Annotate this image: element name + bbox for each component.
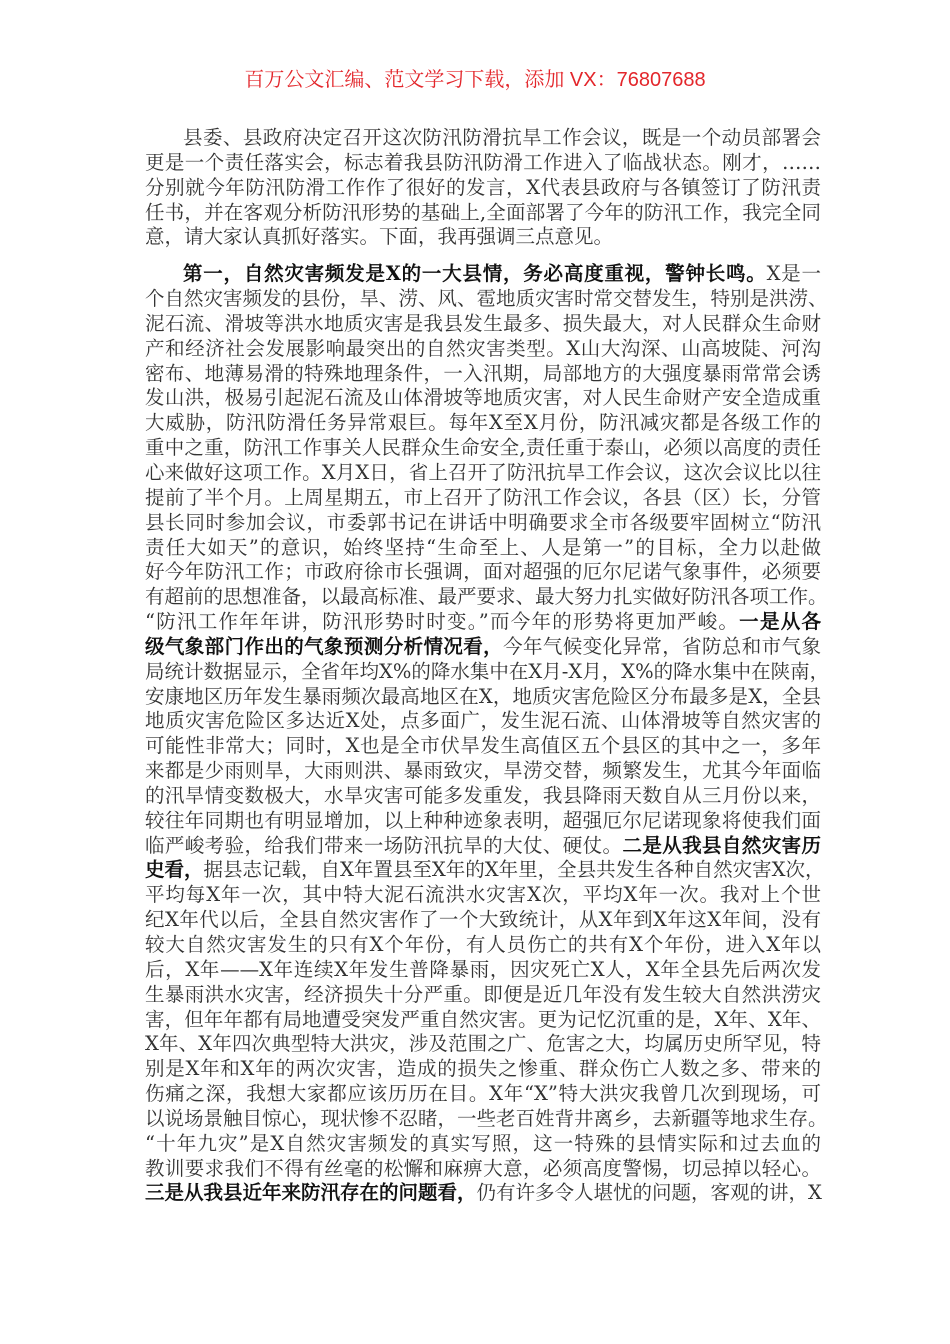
- text-line: [145, 883, 821, 908]
- text-line: [145, 734, 821, 759]
- body-text: 泥石流、滑坡等洪水地质灾害是我县发生最多、损失最大，对人民群众生命财: [145, 311, 821, 335]
- body-text: 大威胁，防汛防滑任务异常艰巨。每年X至X月份，防汛减灾都是各级工作的: [145, 411, 821, 435]
- body-text: 意，请大家认真抓好落实。下面，我再强调三点意见。: [145, 225, 614, 249]
- text-line: [145, 337, 821, 362]
- text-line: [145, 983, 821, 1008]
- body-text: 仍有许多令人堪忧的问题，客观的讲，X: [476, 1181, 822, 1205]
- paragraph: [145, 126, 821, 250]
- text-line: [145, 536, 821, 561]
- body-text: 任书，并在客观分析防汛形势的基础上,全面部署了今年的防汛工作，我完全同: [145, 200, 821, 224]
- text-line: [145, 759, 821, 784]
- text-line: [145, 1057, 821, 1082]
- text-line: [145, 908, 821, 933]
- body-text: 分别就今年防汛防滑工作作了很好的发言，X代表县政府与各镇签订了防汛责: [145, 175, 821, 199]
- body-text: 害，但年年都有局地遭受突发严重自然灾害。更为记忆沉重的是，X年、X年、: [145, 1007, 821, 1031]
- body-text: 伤痛之深，我想大家都应该历历在目。X年“X”特大洪灾我曾几次到现场，可: [145, 1082, 821, 1106]
- body-text: 可能性非常大；同时，X也是全市伏旱发生高值区五个县区的其中之一，多年: [145, 734, 821, 758]
- paragraph: [145, 262, 830, 1206]
- body-text: 好今年防汛工作；市政府徐市长强调，面对超强的厄尔尼诺气象事件，必须要: [145, 560, 821, 584]
- text-line: [145, 635, 821, 660]
- text-line: [145, 610, 821, 635]
- bold-heading-text: 第一，自然灾害频发是X的一大县情，务必高度重视，警钟长鸣。: [183, 262, 767, 286]
- text-line: [145, 933, 821, 958]
- body-text: 较大自然灾害发生的只有X个年份，有人员伤亡的共有X个年份，进入X年以: [145, 933, 821, 956]
- text-line: [145, 1082, 821, 1107]
- text-line: [145, 685, 821, 710]
- text-line: [145, 1032, 821, 1057]
- text-line: [145, 585, 828, 610]
- body-text: X年、X年四次典型特大洪灾，涉及范围之广、危害之大，均属历史所罕见，特: [145, 1032, 821, 1056]
- body-text: 提前了半个月。上周星期五，市上召开了防汛工作会议，各县（区）长，分管: [145, 485, 821, 509]
- text-line: [145, 362, 821, 387]
- body-text: 今年气候变化异常，省防总和市气象: [503, 634, 821, 658]
- body-text: 据县志记载，自X年置县至X年的X年里，全县共发生各种自然灾害X次，: [203, 858, 825, 882]
- body-text: 地质灾害危险区多达近X处，点多面广，发生泥石流、山体滑坡等自然灾害的: [145, 709, 821, 733]
- body-text: 个自然灾害频发的县份，旱、涝、风、雹地质灾害时常交替发生，特别是洪涝、: [145, 287, 828, 311]
- body-text: “十年九灾”是X自然灾害频发的真实写照，这一特殊的县情实际和过去血的: [145, 1131, 821, 1155]
- body-text: 县委、县政府决定召开这次防汛防滑抗旱工作会议，既是一个动员部署会: [183, 126, 821, 149]
- document-body: [145, 126, 830, 1206]
- bold-heading-text: 级气象部门作出的气象预测分析情况看，: [145, 634, 504, 658]
- text-line: [145, 1181, 821, 1206]
- body-text: 有超前的思想准备，以最高标准、最严要求、最大努力扎实做好防汛各项工作。: [145, 585, 828, 609]
- text-line: [145, 262, 821, 287]
- body-text: 局统计数据显示，全省年均X%的降水集中在X月-X月，X%的降水集中在陕南，: [145, 659, 830, 683]
- text-line: [145, 126, 821, 151]
- body-text: 责任大如天”的意识，始终坚持“生命至上、人是第一”的目标，全力以赴做: [145, 535, 821, 559]
- body-text: “防汛工作年年讲，防汛形势时时变。”而今年的形势将更加严峻。: [145, 610, 740, 634]
- body-text: 平均每X年一次，其中特大泥石流洪水灾害X次，平均X年一次。我对上个世: [145, 883, 821, 907]
- text-line: [145, 1157, 821, 1182]
- text-line: [145, 1132, 821, 1157]
- text-line: [145, 461, 821, 486]
- text-line: [145, 858, 825, 883]
- text-line: [145, 201, 821, 226]
- text-line: [145, 312, 821, 337]
- text-line: [145, 809, 821, 834]
- text-line: [145, 436, 821, 461]
- bold-heading-text: 一是从各: [739, 610, 821, 634]
- bold-heading-text: 三是从我县近年来防汛存在的问题看，: [145, 1181, 477, 1205]
- body-text: 后，X年——X年连续X年发生普降暴雨，因灾死亡X人，X年全县先后两次发: [145, 957, 821, 981]
- body-text: 发山洪，极易引起泥石流及山体滑坡等地质灾害，对人民生命财产安全造成重: [145, 386, 821, 410]
- text-line: [145, 287, 828, 312]
- text-line: [145, 659, 830, 685]
- body-text: 的汛旱情变数极大，水旱灾害可能多发重发，我县降雨天数自从三月份以来，: [145, 783, 821, 807]
- body-text: 纪X年代以后，全县自然灾害作了一个大致统计，从X年到X年这X年间，没有: [145, 908, 821, 932]
- body-text: X是一: [766, 262, 821, 286]
- body-text: 临严峻考验，给我们带来一场防汛抗旱的大仗、硬仗。: [145, 833, 623, 857]
- text-line: [145, 834, 821, 859]
- body-text: 教训要求我们不得有丝毫的松懈和麻痹大意，必须高度警惕，切忌掉以轻心。: [145, 1156, 821, 1180]
- bold-heading-text: 二是从我县自然灾害历: [622, 833, 821, 857]
- body-text: 别是X年和X年的两次灾害，造成的损失之惨重、群众伤亡人数之多、带来的: [145, 1057, 821, 1081]
- text-line: [145, 225, 821, 250]
- text-line: [145, 176, 821, 201]
- text-line: [145, 486, 821, 511]
- text-line: [145, 1106, 828, 1132]
- text-line: [145, 560, 821, 585]
- text-line: [145, 709, 821, 734]
- body-text: 重中之重，防汛工作事关人民群众生命安全,责任重于泰山，必须以高度的责任: [145, 436, 821, 460]
- body-text: 来都是少雨则旱，大雨则洪、暴雨致灾，旱涝交替，频繁发生，尤其今年面临: [145, 759, 821, 783]
- watermark-header: 百万公文汇编、范文学习下载，添加 VX：76807688: [244, 69, 706, 91]
- body-text: 产和经济社会发展影响最突出的自然灾害类型。X山大沟深、山高坡陡、河沟: [145, 336, 821, 360]
- bold-heading-text: 史看，: [145, 858, 204, 882]
- text-line: [145, 386, 821, 411]
- text-line: [145, 151, 821, 176]
- text-line: [145, 1008, 821, 1033]
- text-line: [145, 958, 821, 983]
- body-text: 县长同时参加会议，市委郭书记在讲话中明确要求全市各级要牢固树立“防汛: [145, 510, 821, 534]
- body-text: 更是一个责任落实会，标志着我县防汛防滑工作进入了临战状态。刚才，……: [145, 150, 821, 174]
- text-line: [145, 411, 821, 436]
- body-text: 较往年同期也有明显增加，以上种种迹象表明，超强厄尔尼诺现象将使我们面: [145, 808, 821, 832]
- body-text: 安康地区历年发生暴雨频次最高地区在X，地质灾害危险区分布最多是X，全县: [145, 684, 821, 708]
- body-text: 心来做好这项工作。X月X日，省上召开了防汛抗旱工作会议，这次会议比以往: [145, 460, 821, 484]
- body-text: 生暴雨洪水灾害，经济损失十分严重。即便是近几年没有发生较大自然洪涝灾: [145, 982, 821, 1006]
- body-text: 以说场景触目惊心，现状惨不忍睹，一些老百姓背井离乡，去新疆等地求生存。: [145, 1106, 828, 1130]
- body-text: 密布、地薄易滑的特殊地理条件，一入汛期，局部地方的大强度暴雨常常会诱: [145, 361, 821, 385]
- text-line: [145, 511, 821, 536]
- text-line: [145, 784, 821, 809]
